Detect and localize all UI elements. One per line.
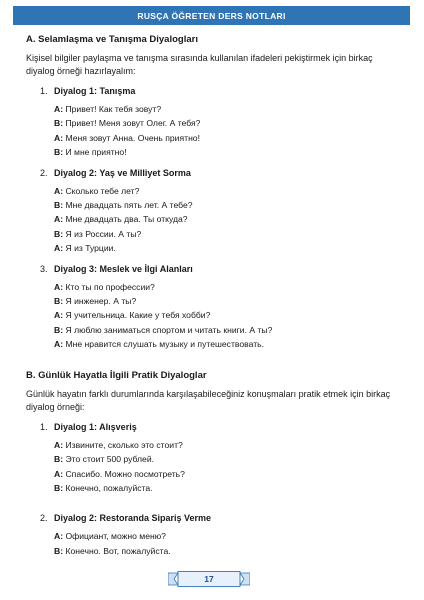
dialog-line: A: Меня зовут Анна. Очень приятно! <box>54 132 200 143</box>
section-b-intro: Günlük hayatın farklı durumlarında karşılaşabileceğiniz konuşmaları pratik etmek için birkaç diyalog örneği: <box>26 388 391 412</box>
dialog-title <box>40 513 402 523</box>
dialog-line: B: Привет! Меня зовут Олег. А тебя? <box>54 118 201 129</box>
dialog-line: A: Мне нравится слушать музыку и путешествовать. <box>54 339 265 350</box>
dialog-line: A: Спасибо. Можно посмотреть? <box>54 468 185 479</box>
dialog-a3 <box>26 264 402 352</box>
dialog-title <box>40 264 402 274</box>
dialog-title-text: Diyalog 2: Restoranda Sipariş Verme <box>54 513 212 524</box>
dialog-number: 3. <box>40 263 48 274</box>
dialog-number: 2. <box>40 513 48 524</box>
dialog-number: 1. <box>40 421 48 432</box>
dialog-title <box>40 168 402 178</box>
dialog-title-text: Diyalog 3: Meslek ve İlgi Alanları <box>54 263 193 274</box>
dialog-line: B: Конечно, пожалуйста. <box>54 482 153 493</box>
dialog-title-text: Diyalog 2: Yaş ve Milliyet Sorma <box>54 167 191 178</box>
dialog-line: A: Я учительница. Какие у тебя хобби? <box>54 310 211 321</box>
dialog-line: B: Я люблю заниматься спортом и читать книги. А ты? <box>54 324 273 335</box>
dialog-line: B: И мне приятно! <box>54 147 127 158</box>
section-a-title: A. Selamlaşma ve Tanışma Diyalogları <box>26 34 198 45</box>
dialog-line: B: Это стоит 500 рублей. <box>54 454 155 465</box>
dialog-line: A: Официант, можно меню? <box>54 531 166 542</box>
dialog-number: 1. <box>40 86 48 96</box>
dialog-title <box>40 422 402 432</box>
dialog-b2 <box>26 513 402 558</box>
page-header <box>13 6 410 25</box>
dialog-line: A: Я из Турции. <box>54 243 116 254</box>
dialog-line: B: Мне двадцать пять лет. А тебе? <box>54 200 193 211</box>
dialog-line: B: Я инженер. А ты? <box>54 296 137 307</box>
dialog-title <box>40 86 402 96</box>
dialog-title-text: Diyalog 1: Tanışma <box>54 86 136 96</box>
section-b-title: B. Günlük Hayatla İlgili Pratik Diyaloglar <box>26 369 207 381</box>
dialog-line: A: Извините, сколько это стоит? <box>54 439 183 450</box>
dialog-line: A: Кто ты по профессии? <box>54 281 155 292</box>
document-body <box>26 34 402 558</box>
dialog-line: B: Конечно. Вот, пожалуйста. <box>54 545 171 556</box>
dialog-a2 <box>26 168 402 256</box>
dialog-line: B: Я из России. А ты? <box>54 228 142 239</box>
section-a-intro: Kişisel bilgiler paylaşma ve tanışma sırasında kullanılan ifadeleri pekiştirmek için birkaç diyalog örneği hazırlayalım: <box>26 53 373 76</box>
dialog-line: A: Сколько тебе лет? <box>54 185 140 196</box>
dialog-title-text: Diyalog 1: Alışveriş <box>54 421 137 432</box>
dialog-number: 2. <box>40 167 48 178</box>
dialog-line: A: Мне двадцать два. Ты откуда? <box>54 214 188 225</box>
dialog-a1 <box>26 86 402 160</box>
dialog-b1 <box>26 422 402 496</box>
page-number-ribbon <box>168 571 250 587</box>
header-title: RUSÇA ÖĞRETEN DERS NOTLARI <box>137 10 286 21</box>
dialog-line: A: Привет! Как тебя зовут? <box>54 104 162 114</box>
page-number: 17 <box>204 574 214 584</box>
